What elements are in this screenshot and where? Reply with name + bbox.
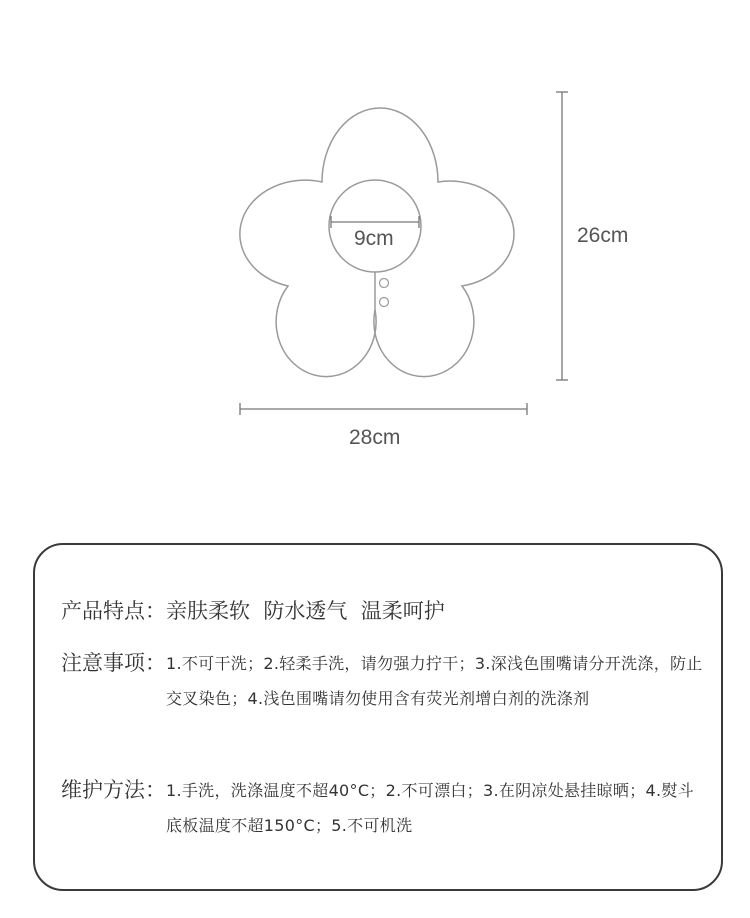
neck-hole	[329, 180, 421, 272]
features-label: 产品特点：	[61, 599, 166, 623]
features-row	[61, 597, 707, 625]
features-text: 亲肤柔软 防水透气 温柔呵护	[166, 599, 445, 623]
snap-button-bottom	[380, 298, 389, 307]
care-row	[61, 776, 707, 843]
width-size-label: 28cm	[349, 426, 401, 449]
care-label: 维护方法：	[61, 778, 166, 802]
width-dimension-line	[240, 403, 527, 415]
care-text: 1.手洗，洗涤温度不超40°C；2.不可漂白；3.在阴凉处悬挂晾晒；4.熨斗底板温度不超150°C；5.不可机洗	[166, 781, 694, 835]
product-info-card	[33, 543, 723, 891]
snap-button-top	[380, 279, 389, 288]
notes-label: 注意事项：	[61, 651, 166, 675]
collar-size-label: 9cm	[354, 227, 394, 250]
notes-text: 1.不可干洗；2.轻柔手洗，请勿强力拧干；3.深浅色围嘴请分开洗涤，防止交叉染色；4.浅色围嘴请勿使用含有荧光剂增白剂的洗涤剂	[166, 654, 703, 708]
height-dimension-line	[556, 92, 568, 380]
height-size-label: 26cm	[577, 224, 629, 247]
notes-row	[61, 649, 707, 716]
